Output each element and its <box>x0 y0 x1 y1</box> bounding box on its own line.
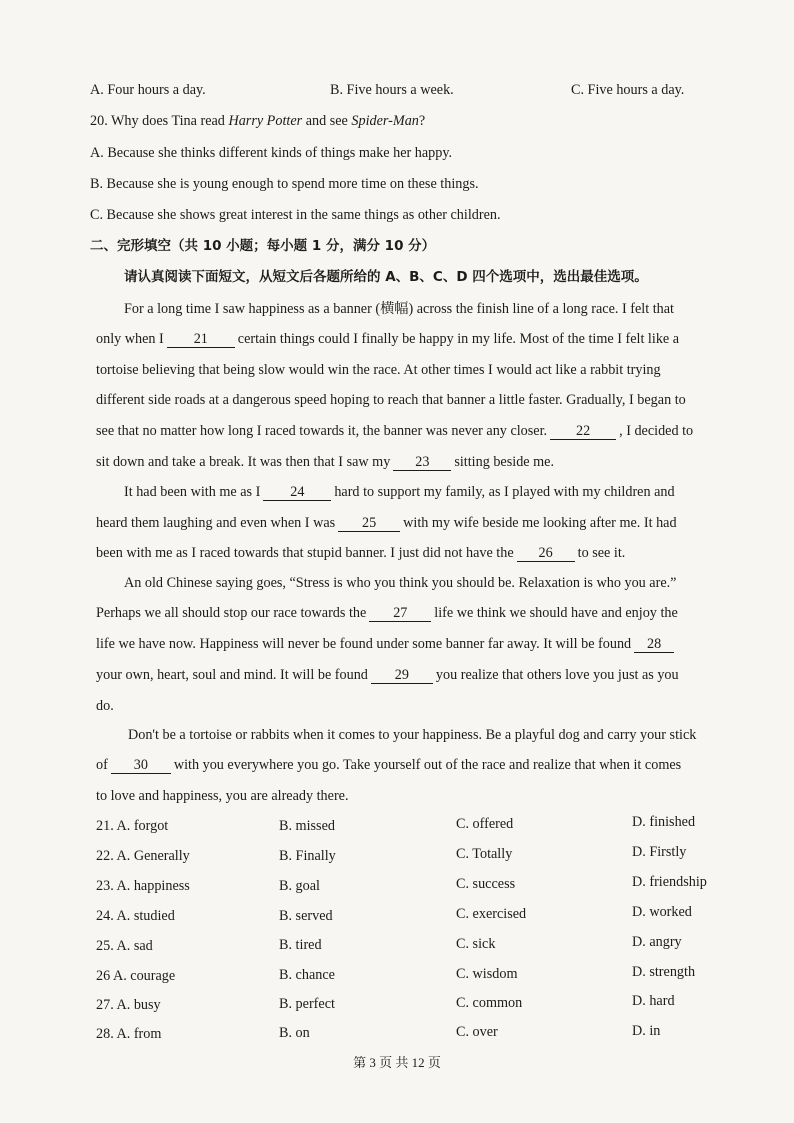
q20-option-a: A. Because she thinks different kinds of things make her happy. <box>90 145 453 161</box>
passage-line-3: tortoise believing that being slow would win the race. At other times I would act like a rabbit trying <box>96 362 661 378</box>
q23-option-b: B. goal <box>279 878 320 894</box>
q21-option-d: D. finished <box>632 814 696 830</box>
q19-option-a: A. Four hours a day. <box>90 82 206 98</box>
text: life we think we should have and enjoy the <box>434 605 678 621</box>
q23-option-a: 23. A. happiness <box>96 878 190 894</box>
passage-line-9 <box>96 543 625 563</box>
blank-23: 23 <box>393 454 451 471</box>
text: hard to support my family, as I played with my children and <box>334 484 675 500</box>
passage-line-6 <box>96 452 554 472</box>
text: It had been with me as I <box>124 484 261 500</box>
passage-line-15: Don't be a tortoise or rabbits when it comes to your happiness. Be a playful dog and carry your stick <box>128 727 697 743</box>
q21-option-b: B. missed <box>279 818 335 834</box>
page-number: 第 3 页 共 12 页 <box>353 1055 441 1070</box>
passage-line-12 <box>96 634 677 654</box>
section-instruction: 请认真阅读下面短文，从短文后各题所给的 A、B、C、D 四个选项中，选出最佳选项。 <box>124 269 648 285</box>
q25-option-a: 25. A. sad <box>96 938 153 954</box>
q24-option-d: D. worked <box>632 904 692 920</box>
q28-option-a: 28. A. from <box>96 1026 162 1042</box>
passage-line-10: An old Chinese saying goes, “Stress is who you think you should be. Relaxation is who you are.” <box>124 575 677 591</box>
text: you realize that others love you just as you <box>435 667 679 683</box>
q24-option-c: C. exercised <box>456 906 527 922</box>
q21-option-c: C. offered <box>456 816 514 832</box>
q27-option-b: B. perfect <box>279 996 335 1012</box>
q27-option-d: D. hard <box>632 993 675 1009</box>
text: , I decided to <box>619 423 694 439</box>
passage-line-1: For a long time I saw happiness as a banner (横幅) across the finish line of a long race. I felt that <box>124 301 674 317</box>
q25-option-c: C. sick <box>456 936 496 952</box>
passage-line-8 <box>96 513 677 533</box>
text: with my wife beside me looking after me. It had <box>403 515 677 531</box>
q25-option-d: D. angry <box>632 934 682 950</box>
q28-option-d: D. in <box>632 1023 661 1039</box>
blank-24: 24 <box>263 484 331 501</box>
q19-option-c: C. Five hours a day. <box>571 82 685 98</box>
passage-line-17: to love and happiness, you are already there. <box>96 788 349 804</box>
blank-29: 29 <box>371 667 433 684</box>
text: been with me as I raced towards that stupid banner. I just did not have the <box>96 545 514 561</box>
blank-30: 30 <box>111 757 171 774</box>
q24-option-b: B. served <box>279 908 333 924</box>
passage-line-5 <box>96 421 693 441</box>
blank-21: 21 <box>167 331 235 348</box>
q27-option-c: C. common <box>456 995 523 1011</box>
q28-option-c: C. over <box>456 1024 498 1040</box>
q27-option-a: 27. A. busy <box>96 997 161 1013</box>
passage-line-16 <box>96 755 681 775</box>
q26-option-c: C. wisdom <box>456 966 518 982</box>
section-title: 二、完形填空（共 10 小题；每小题 1 分，满分 10 分） <box>90 238 436 254</box>
text: certain things could I finally be happy in my life. Most of the time I felt like a <box>237 331 680 347</box>
q28-option-b: B. on <box>279 1025 310 1041</box>
q20-option-b: B. Because she is young enough to spend more time on these things. <box>90 176 479 192</box>
passage-line-13 <box>96 665 679 685</box>
text: life we have now. Happiness will never be found under some banner far away. It will be found <box>96 636 632 652</box>
q20-book-title: Harry Potter <box>228 113 303 129</box>
passage-line-7 <box>124 482 675 502</box>
blank-27: 27 <box>369 605 431 622</box>
q24-option-a: 24. A. studied <box>96 908 175 924</box>
text: with you everywhere you go. Take yourself out of the race and realize that when it comes <box>173 757 682 773</box>
passage-line-4: different side roads at a dangerous speed hoping to reach that banner a little faster. Gradually, I began to <box>96 392 686 408</box>
passage-line-14: do. <box>96 698 114 714</box>
q20-text: 20. Why does Tina read <box>90 113 229 129</box>
q23-option-c: C. success <box>456 876 516 892</box>
q21-option-a: 21. A. forgot <box>96 818 169 834</box>
q22-option-b: B. Finally <box>279 848 336 864</box>
text: see that no matter how long I raced towards it, the banner was never any closer. <box>96 423 548 439</box>
q20-stem <box>90 111 425 131</box>
text: sitting beside me. <box>454 454 555 470</box>
blank-22: 22 <box>550 423 616 440</box>
text: sit down and take a break. It was then that I saw my <box>96 454 391 470</box>
q22-option-d: D. Firstly <box>632 844 687 860</box>
blank-28: 28 <box>634 636 674 653</box>
text: your own, heart, soul and mind. It will be found <box>96 667 368 683</box>
text: Perhaps we all should stop our race towards the <box>96 605 367 621</box>
text: heard them laughing and even when I was <box>96 515 336 531</box>
text: of <box>96 757 108 773</box>
q26-option-d: D. strength <box>632 964 696 980</box>
blank-25: 25 <box>338 515 400 532</box>
text: only when I <box>96 331 164 347</box>
q20-text-mid: and see <box>302 113 352 129</box>
q26-option-b: B. chance <box>279 967 335 983</box>
q20-text-end: ? <box>418 113 426 129</box>
passage-line-2 <box>96 329 679 349</box>
q19-option-b: B. Five hours a week. <box>330 82 454 98</box>
q22-option-c: C. Totally <box>456 846 513 862</box>
q22-option-a: 22. A. Generally <box>96 848 190 864</box>
q20-option-c: C. Because she shows great interest in the same things as other children. <box>90 207 501 223</box>
q26-option-a: 26 A. courage <box>96 968 176 984</box>
passage-line-11 <box>96 603 678 623</box>
blank-26: 26 <box>517 545 575 562</box>
q25-option-b: B. tired <box>279 937 322 953</box>
q23-option-d: D. friendship <box>632 874 707 890</box>
q20-movie-title: Spider-Man <box>351 113 419 129</box>
text: to see it. <box>577 545 626 561</box>
